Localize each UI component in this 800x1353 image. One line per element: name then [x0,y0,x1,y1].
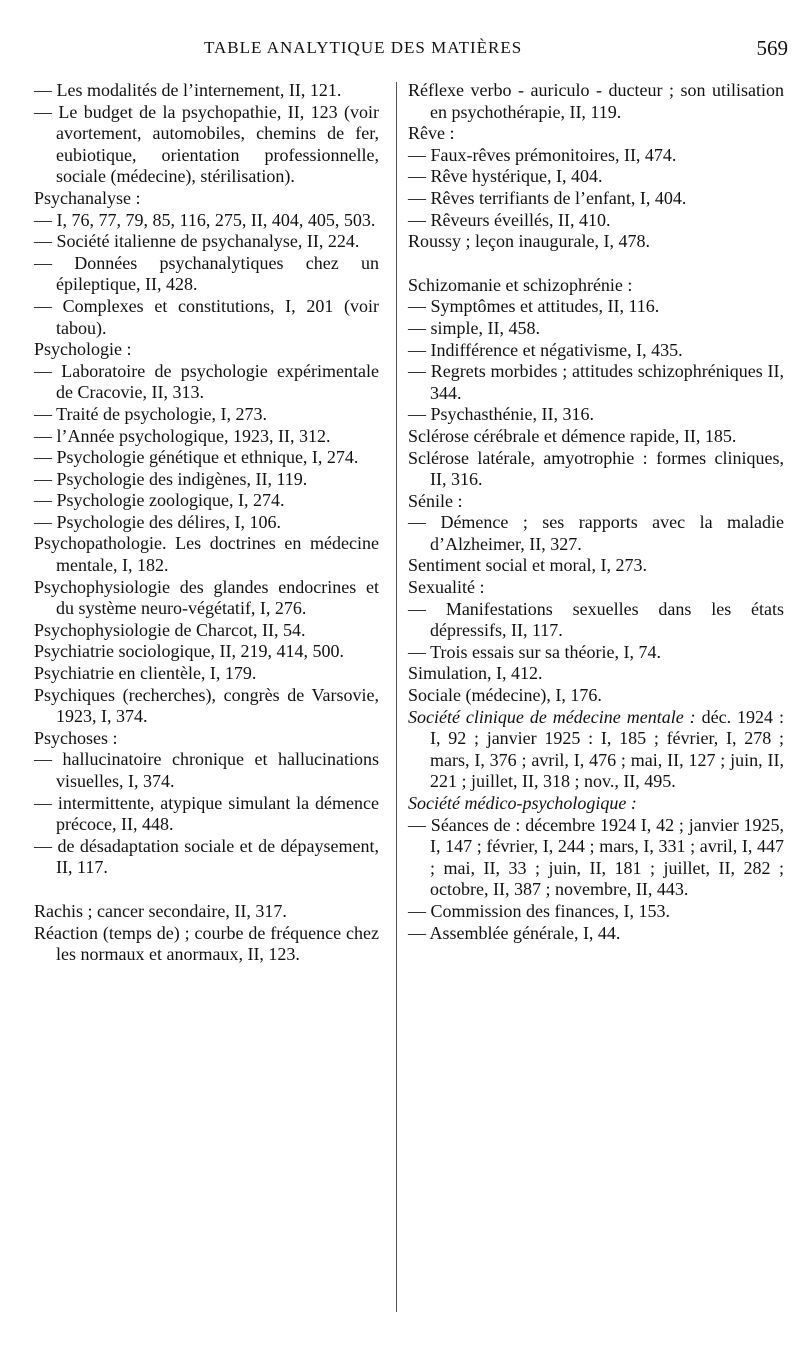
index-heading: Sexualité : [408,577,485,598]
index-entry: — Laboratoire de psychologie expérimentale de Cracovie, II, 313. [34,360,379,403]
index-entry: — Séances de : décembre 1924 I, 42 ; janvier 1925, I, 147 ; février, I, 244 ; mars, I, 331 ; avril, I, 447 ; mai, II, 33 ; juin, II, 181 ; juillet, II, 282 ; octobre, II, 387 ; novembre, II, 443. [408,814,784,900]
spacer [408,253,784,275]
index-entry: — simple, II, 458. [408,317,540,338]
index-entry: — Psychologie des délires, I, 106. [34,511,281,532]
index-entry: — Manifestations sexuelles dans les états dépressifs, II, 117. [408,598,784,641]
index-heading: Schizomanie et schizophrénie : [408,274,633,295]
index-entry: — Rêves terrifiants de l’enfant, I, 404. [408,187,687,208]
index-entry [408,707,784,793]
index-entry: — Psychologie des indigènes, II, 119. [34,468,308,489]
index-entry: Réflexe verbo - auriculo - ducteur ; son utilisation en psychothérapie, II, 119. [408,80,784,122]
index-entry: — Rêve hystérique, I, 404. [408,166,603,187]
index-entry: Sclérose latérale, amyotrophie : formes cliniques, II, 316. [408,447,784,490]
index-entry: Sentiment social et moral, I, 273. [408,555,647,576]
index-entry: — Psychologie génétique et ethnique, I, 274. [34,447,359,468]
index-entry: — I, 76, 77, 79, 85, 116, 275, II, 404, 405, 503. [34,209,376,230]
index-entry: — Commission des finances, I, 153. [408,900,670,921]
index-entry: Psychophysiologie des glandes endocrines et du système neuro-végétatif, I, 276. [34,576,379,619]
index-entry: Roussy ; leçon inaugurale, I, 478. [408,231,650,252]
society-dates: déc. 1924 : I, 92 ; janvier 1925 : I, 185 ; février, I, 278 ; mars, I, 376 ; avril, I, 476 ; mai, II, 127 ; juin, II, 221 ; juillet, II, 318 ; nov., II, 495. [430,706,785,792]
index-heading: Rêve : [408,123,455,144]
index-entry: — Le budget de la psychopathie, II, 123 (voir avortement, automobiles, chemins de fer, eubiotique, orientation professionnelle, sociale (médecine), stérilisation). [34,101,379,187]
index-entry: Psychiatrie en clientèle, I, 179. [34,663,257,684]
page-title: TABLE ANALYTIQUE DES MATIÈRES [204,38,523,57]
right-column [408,80,784,944]
index-entry: — Société italienne de psychanalyse, II, 224. [34,231,360,252]
index-entry: Rachis ; cancer secondaire, II, 317. [34,900,287,921]
index-entry: Sclérose cérébrale et démence rapide, II, 185. [408,425,737,446]
index-entry: — Trois essais sur sa théorie, I, 74. [408,641,661,662]
running-head [0,38,800,66]
index-entry: Simulation, I, 412. [408,663,543,684]
index-entry: — l’Année psychologique, 1923, II, 312. [34,425,331,446]
spacer [34,879,379,901]
index-entry: — Psychologie zoologique, I, 274. [34,490,285,511]
index-entry: Sociale (médecine), I, 176. [408,685,602,706]
index-heading: Psychologie : [34,339,132,360]
index-heading: Psychanalyse : [34,187,141,208]
index-entry: — Regrets morbides ; attitudes schizophréniques II, 344. [408,361,784,403]
index-heading: Psychoses : [34,727,118,748]
index-entry: — Démence ; ses rapports avec la maladie d’Alzheimer, II, 327. [408,512,784,554]
column-divider [396,82,397,1312]
index-entry: Psychiques (recherches), congrès de Varsovie, 1923, I, 374. [34,684,379,727]
left-column [34,80,379,966]
index-entry: Psychophysiologie de Charcot, II, 54. [34,619,306,640]
index-entry: Réaction (temps de) ; courbe de fréquence chez les normaux et anormaux, II, 123. [34,922,379,965]
index-entry: Psychopathologie. Les doctrines en médecine mentale, I, 182. [34,533,379,576]
index-entry: — hallucinatoire chronique et hallucinations visuelles, I, 374. [34,749,379,791]
index-entry: — Psychasthénie, II, 316. [408,404,594,425]
index-entry: Psychiatrie sociologique, II, 219, 414, 500. [34,641,344,662]
index-entry: — Complexes et constitutions, I, 201 (voir tabou). [34,295,379,338]
index-entry: — Faux-rêves prémonitoires, II, 474. [408,144,677,165]
index-entry: — Symptômes et attitudes, II, 116. [408,296,660,317]
index-entry: — Données psychanalytiques chez un épileptique, II, 428. [34,252,379,295]
index-entry: — Rêveurs éveillés, II, 410. [408,209,611,230]
index-entry: — Les modalités de l’internement, II, 121. [34,80,342,100]
society-name: Société clinique de médecine mentale : [408,706,696,727]
index-entry: — Indifférence et négativisme, I, 435. [408,339,683,360]
index-entry: — intermittente, atypique simulant la démence précoce, II, 448. [34,792,379,835]
index-heading: Société médico-psychologique : [408,793,637,813]
page-number: 569 [756,36,788,60]
index-entry: — Assemblée générale, I, 44. [408,922,621,943]
index-heading: Sénile : [408,490,463,511]
index-entry: — Traité de psychologie, I, 273. [34,403,267,424]
index-entry: — de désadaptation sociale et de dépaysement, II, 117. [34,835,379,878]
